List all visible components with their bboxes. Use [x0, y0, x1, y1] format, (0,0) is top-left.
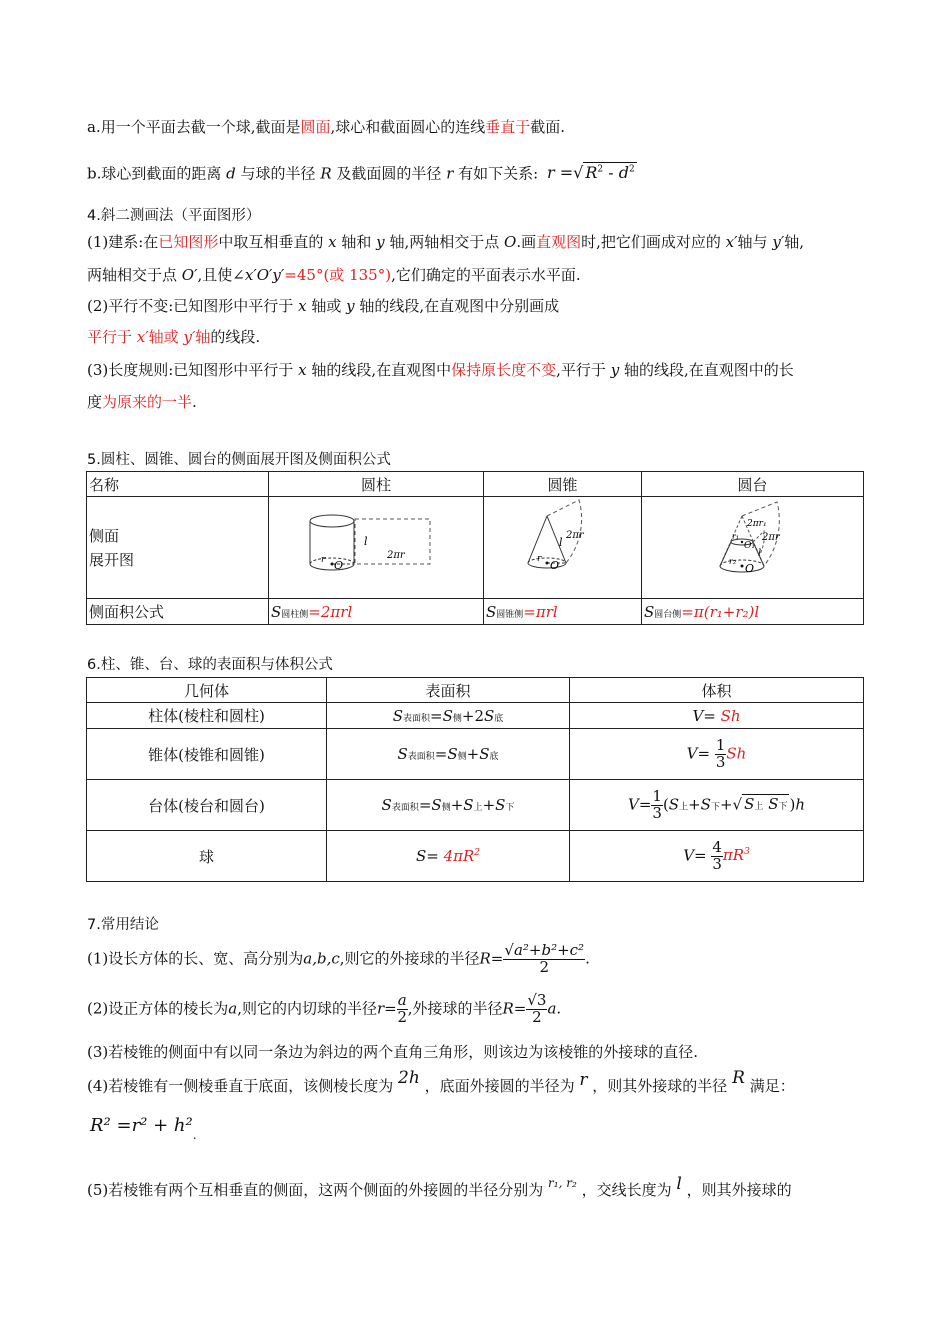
cone-lateral-area: S圆锥侧=πrl	[484, 599, 642, 625]
sphere-cut-statement: a.用一个平面去截一个球,截面是圆面,球心和截面圆心的连线垂直于截面.	[87, 118, 566, 136]
table5-row-area-label: 侧面积公式	[87, 599, 269, 625]
svg-text:O: O	[334, 558, 344, 572]
area-volume-table	[86, 677, 864, 882]
svg-text:2πr: 2πr	[387, 549, 405, 561]
svg-text:l: l	[364, 534, 368, 548]
svg-text:O: O	[550, 558, 560, 572]
table-row	[87, 729, 864, 780]
cylinder-lateral-area: S圆柱侧=2πrl	[269, 599, 484, 625]
table6-header-volume: 体积	[570, 678, 864, 703]
section7-p4-formula: $R^2 =r^2 + h^2_.$	[90, 1115, 197, 1142]
table5-header-cylinder: 圆柱	[269, 472, 484, 497]
table-row	[87, 831, 864, 882]
pyramid-name: 锥体(棱锥和圆锥)	[87, 729, 327, 780]
table5-row-unfold-label: 侧面 展开图	[87, 497, 269, 599]
section4-p3-line1: (3)长度规则:已知图形中平行于 x 轴的线段,在直观图中保持原长度不变,平行于 y 轴的线段,在直观图中的长	[87, 361, 794, 379]
section4-p1-line1: (1)建系:在已知图形中取互相垂直的 x 轴和 y 轴,两轴相交于点 O.画直观图时,把它们画成对应的 x′轴与 y′轴,	[87, 233, 805, 251]
cylinder-unfold-figure	[269, 497, 484, 599]
prism-volume: V= Sh	[570, 703, 864, 729]
section7-p5: (5)若棱锥有两个互相垂直的侧面，这两个侧面的外接圆的半径分别为 $^{r_1, r_2}$ ，交线长度为 l ，则其外接球的	[87, 1174, 792, 1199]
section4-p2-line1: (2)平行不变:已知图形中平行于 x 轴或 y 轴的线段,在直观图中分别画成	[87, 297, 560, 315]
svg-text:2πr: 2πr	[566, 529, 584, 541]
section7-p1: (1)设长方体的长、宽、高分别为a,b,c,则它的外接球的半径R= $\frac{\text{√a²+b²+c²}}{2}$ .	[87, 941, 590, 976]
sphere-radius-formula: r =√ $R^2 - d^2$	[547, 163, 635, 183]
svg-text:r₁: r₁	[732, 531, 740, 541]
frustum-lateral-area: S圆台侧=π(r₁+r₂)l	[642, 599, 864, 625]
svg-text:r: r	[321, 554, 326, 565]
svg-text:O: O	[745, 561, 755, 575]
lateral-area-table	[86, 471, 864, 625]
section6-title: 6.柱、锥、台、球的表面积与体积公式	[87, 657, 333, 673]
sphere-name: 球	[87, 831, 327, 882]
svg-text:O₁: O₁	[744, 540, 755, 551]
frustum-area: S表面积=S侧+S上+S下	[327, 780, 570, 831]
table6-header-area: 表面积	[327, 678, 570, 703]
sphere-area: $S= 4\pi R^2$	[327, 831, 570, 882]
section4-title: 4.斜二测画法（平面图形）	[87, 208, 261, 224]
section7-title: 7.常用结论	[87, 917, 159, 933]
section4-p2-line2: 平行于 x′轴或 y′轴的线段.	[87, 328, 261, 346]
frustum-unfold-figure	[642, 497, 864, 599]
table-row	[87, 703, 864, 729]
section4-p1-line2: 两轴相交于点 O′,且使∠x′O′y′=45°(或 135°),它们确定的平面表示水平面.	[87, 266, 581, 284]
section7-p4: (4)若棱锥有一侧棱垂直于底面，该侧棱长度为 2h ，底面外接圆的半径为 r ，则其外接球的半径 R 满足：	[87, 1068, 795, 1095]
section4-p3-line2: 度为原来的一半.	[87, 393, 197, 411]
section5-title: 5.圆柱、圆锥、圆台的侧面展开图及侧面积公式	[87, 452, 391, 468]
svg-text:r₂: r₂	[729, 556, 737, 566]
table5-header-cone: 圆锥	[484, 472, 642, 497]
svg-text:r: r	[537, 553, 542, 564]
prism-area: S表面积=S侧+2S底	[327, 703, 570, 729]
sphere-distance-statement: b.球心到截面的距离 d 与球的半径 R 及截面圆的半径 r 有如下关系: r =√ $R^2 - d^2$	[87, 163, 635, 183]
section7-p3: (3)若棱锥的侧面中有以同一条边为斜边的两个直角三角形，则该边为该棱锥的外接球的直径.	[87, 1043, 699, 1061]
svg-text:l: l	[758, 547, 762, 559]
sphere-volume: V= $\frac{4}{3}$ $\pi R^3$	[570, 831, 864, 882]
svg-text:2πr₁: 2πr₁	[747, 518, 767, 529]
prism-name: 柱体(棱柱和圆柱)	[87, 703, 327, 729]
pyramid-volume: V= $\frac{1}{3}$ Sh	[570, 729, 864, 780]
table6-header-solid: 几何体	[87, 678, 327, 703]
svg-text:l: l	[559, 535, 563, 549]
table5-header-name: 名称	[87, 472, 269, 497]
table-row	[87, 780, 864, 831]
frustum-name: 台体(棱台和圆台)	[87, 780, 327, 831]
section7-p2: (2)设正方体的棱长为a,则它的内切球的半径r= $\frac{a}{2}$ ,外接球的半径R= $\frac{√3}{2}$ a.	[87, 991, 562, 1026]
frustum-volume: V= $\frac{1}{3}$ (S上+S下+√ S上 S下 )h	[570, 780, 864, 831]
table5-header-frustum: 圆台	[642, 472, 864, 497]
pyramid-area: S表面积=S侧+S底	[327, 729, 570, 780]
cone-unfold-figure	[484, 497, 642, 599]
svg-text:2πr: 2πr	[762, 531, 780, 543]
